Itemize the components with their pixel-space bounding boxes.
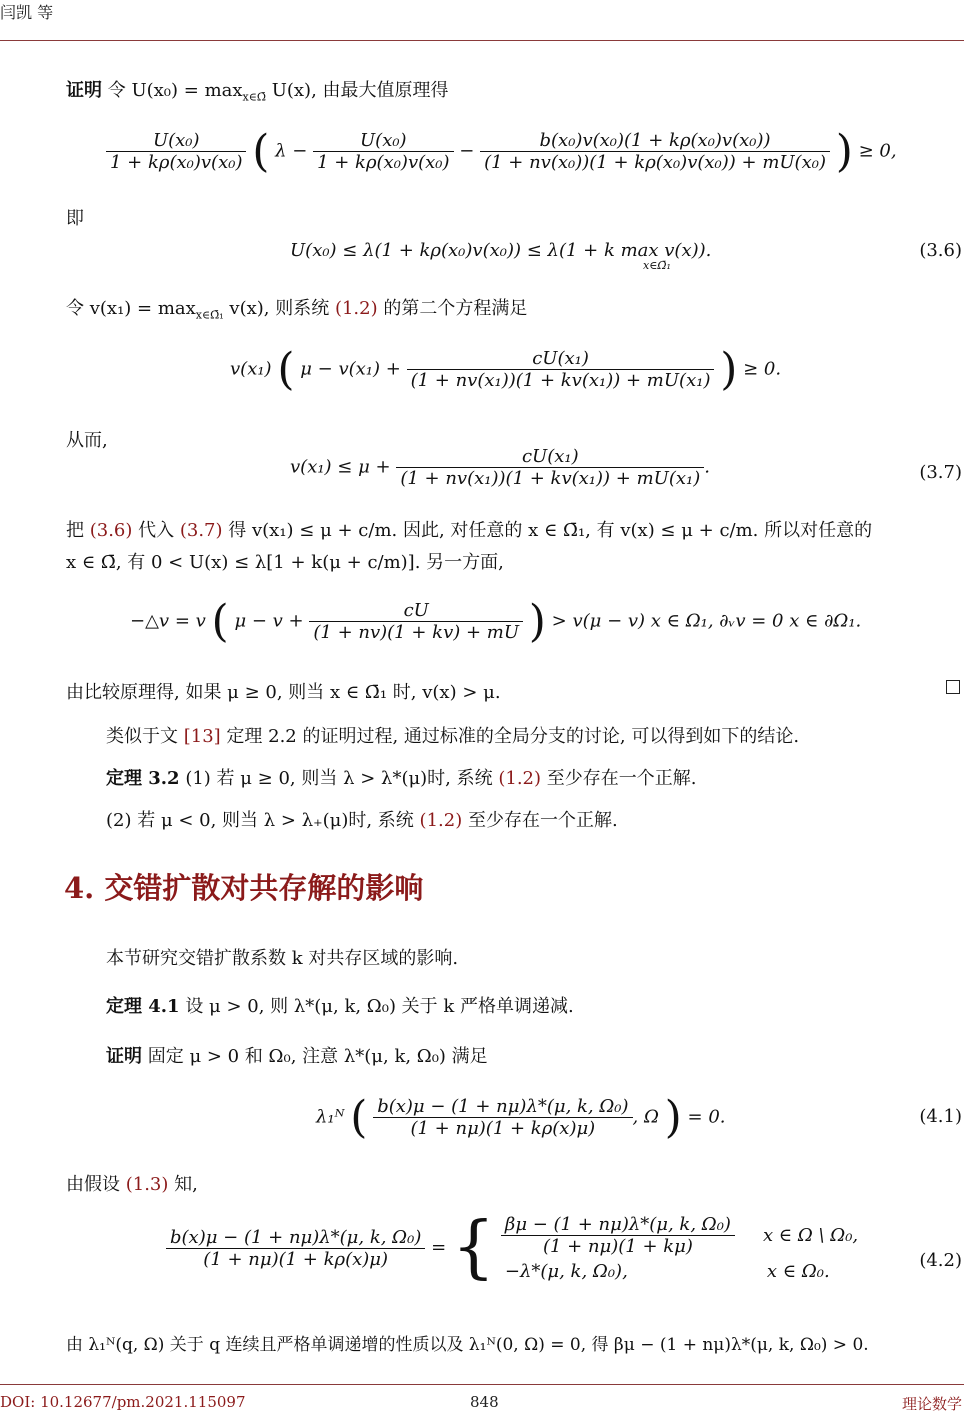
eq42-case1-num: βμ − (1 + nμ)λ*(μ, k, Ω₀) (501, 1214, 735, 1236)
eq42-num: b(x)μ − (1 + nμ)λ*(μ, k, Ω₀) (166, 1227, 425, 1249)
ji-text: 即 (66, 208, 84, 229)
eq1-mid-num: U(x₀) (313, 130, 453, 152)
eq2-inner: μ − v(x₁) + (300, 358, 401, 380)
eq1-left-frac (106, 130, 246, 173)
eq42-case1-cond: x ∈ Ω \ Ω₀, (762, 1225, 859, 1246)
proof-intro-text: 令 U(x₀) = max (107, 80, 243, 101)
thm41-text: 设 μ > 0, 则 λ*(μ, k, Ω₀) 关于 k 严格单调递减. (179, 996, 574, 1017)
eq1-right-num: b(x₀)v(x₀)(1 + kρ(x₀)v(x₀)) (480, 130, 830, 152)
eq1-mid-den: 1 + kρ(x₀)v(x₀) (317, 152, 450, 173)
paragraph-5 (106, 722, 799, 748)
eq37-tail: . (704, 456, 710, 478)
eq37-number: (3.7) (919, 462, 962, 483)
eq36-text: U(x₀) ≤ λ(1 + kρ(x₀)v(x₀)) ≤ λ(1 + k max v(x)). (290, 240, 712, 261)
eq42-den: (1 + nμ)(1 + kρ(x)μ) (203, 1248, 389, 1270)
p3-b: 代入 (132, 520, 180, 541)
p3-ref1[interactable]: (3.6) (89, 520, 133, 541)
thm41-label: 定理 4.1 (106, 996, 180, 1017)
proof-intro (66, 76, 449, 104)
thm32b-ref[interactable]: (1.2) (419, 810, 463, 831)
equation-3: −△v = v ( μ − v + $\frac{cU}{(1 + nv)(1 + kv) + mU}$ ) > v(μ − v) x ∈ Ω₁, ∂ᵥv = 0 x ∈ ∂Ω₁. (130, 596, 862, 647)
p2-tail2: 的第二个方程满足 (377, 298, 528, 319)
eq1-right-den: (1 + nv(x₀))(1 + kρ(x₀)v(x₀)) + mU(x₀) (484, 152, 826, 173)
qed-box (946, 680, 960, 694)
eq41-lead: λ₁ᴺ (316, 1106, 345, 1128)
paragraph-4: 由比较原理得, 如果 μ ≥ 0, 则当 x ∈ Ω̄₁ 时, v(x) > μ. (66, 682, 501, 703)
eq42-cases (501, 1210, 858, 1286)
eq41-number: (4.1) (919, 1106, 962, 1127)
p7-a: 由假设 (66, 1174, 126, 1195)
eq37-lead: v(x₁) ≤ μ + (290, 456, 391, 478)
eq36-sub: x∈Ω̄₁ (643, 259, 671, 272)
proof-label: 证明 (66, 80, 102, 101)
equation-3-7 (290, 446, 710, 489)
eq42-frac (166, 1227, 425, 1270)
theorem-3-2 (106, 764, 696, 790)
eq37-den: (1 + nv(x₁))(1 + kv(x₁)) + mU(x₁) (400, 468, 701, 489)
p5-a: 类似于文 (106, 726, 184, 747)
p5-ref[interactable]: [13] (183, 726, 221, 747)
eq42-number: (4.2) (919, 1250, 962, 1271)
paragraph-2 (66, 294, 527, 322)
footer-page-number: 848 (470, 1393, 499, 1411)
eq42-case2: −λ*(μ, k, Ω₀), (504, 1261, 628, 1282)
eq3-frac (309, 600, 523, 643)
eq42-case-2 (501, 1261, 858, 1282)
eq3-inner: μ − v + (234, 610, 304, 632)
eq1-tail: ≥ 0, (858, 140, 897, 162)
eq2-num: cU(x₁) (407, 348, 715, 370)
eq1-minus: − (459, 140, 475, 162)
thm32b-b: 至少存在一个正解. (462, 810, 618, 831)
eq1-lambda: λ − (275, 140, 308, 162)
eq2-den: (1 + nv(x₁))(1 + kv(x₁)) + mU(x₁) (410, 370, 711, 391)
equation-3-6 (290, 240, 711, 272)
thm32-b: 至少存在一个正解. (541, 768, 697, 789)
equation-4-1: λ₁ᴺ ( $\frac{\text{b(x)μ − (1 + nμ)λ*(μ, k, Ω₀)}}{(1 + n\mu)(1 + k\rho(x)\mu)}$ , Ω ) = 0. (316, 1092, 726, 1143)
thm32-a: (1) 若 μ ≥ 0, 则当 λ > λ*(μ)时, 系统 (179, 768, 499, 789)
thm32b-a: (2) 若 μ < 0, 则当 λ > λ₊(μ)时, 系统 (106, 810, 420, 831)
eq37-num: cU(x₁) (396, 446, 704, 468)
eq42-case1-den: (1 + nμ)(1 + kμ) (542, 1236, 693, 1257)
eq41-frac (373, 1096, 632, 1139)
proof2-label: 证明 (106, 1046, 142, 1067)
eq37-frac (396, 446, 704, 489)
paragraph-7 (66, 1170, 198, 1196)
proof2-text: 固定 μ > 0 和 Ω₀, 注意 λ*(μ, k, Ω₀) 满足 (142, 1046, 488, 1067)
eq1-left-num: U(x₀) (106, 130, 246, 152)
p2-tail: v(x), 则系统 (223, 298, 335, 319)
paragraph-8: 由 λ₁ᴺ(q, Ω) 关于 q 连续且严格单调递增的性质以及 λ₁ᴺ(0, Ω) = 0, 得 βμ − (1 + nμ)λ*(μ, k, Ω₀) > 0. (66, 1335, 869, 1355)
eq42-case2-cond: x ∈ Ω₀. (766, 1261, 830, 1282)
equation-1: $\frac{\text{U(x₀)}}{\text{1 + kρ(x₀)v(x₀)}}$ ( λ − $\frac{\text{U(x₀)}}{\text{1 + kρ(x₀)v(x₀)}}$ − $\frac{\text{b(x₀)v(x₀)(1 + kρ(x₀)v(x₀))}}{\text{(1 + nv(x₀))(1 + kρ(x₀)v(x₀)) + mU(x₀)}}$ ) ≥ 0, (106, 126, 897, 177)
equation-4-2: $\frac{\text{b(x)μ − (1 + nμ)λ*(μ, k, Ω₀)}}{(1 + n\mu)(1 + k\rho(x)\mu)}$ = { $\frac{\text{βμ − (1 + nμ)λ*(μ, k, Ω₀)}}{(1 + n\mu)(1 + k\mu)}$ x ∈ Ω \ Ω₀, −λ*(μ, k, Ω₀), x ∈ Ω₀. (166, 1210, 858, 1286)
theorem-3-2-part2 (106, 806, 618, 832)
eq3-num: cU (309, 600, 523, 622)
eq41-num: b(x)μ − (1 + nμ)λ*(μ, k, Ω₀) (373, 1096, 632, 1118)
eq2-tail: ≥ 0. (743, 358, 782, 380)
eq41-tail: , Ω (632, 1106, 659, 1128)
eq1-left-den: 1 + kρ(x₀)v(x₀) (110, 152, 243, 173)
theorem-4-1 (106, 992, 574, 1018)
proof-intro-tail: U(x), 由最大值原理得 (265, 80, 449, 101)
paragraph-6: 本节研究交错扩散系数 k 对共存区域的影响. (106, 948, 459, 969)
p7-ref[interactable]: (1.3) (125, 1174, 169, 1195)
p7-b: 知, (168, 1174, 198, 1195)
thm32-label: 定理 3.2 (106, 768, 180, 789)
paragraph-3-line2: x ∈ Ω̄, 有 0 < U(x) ≤ λ[1 + k(μ + c/m)]. 另一方面, (66, 552, 504, 573)
eq3-lead: −△v = v (130, 610, 206, 632)
p3-a: 把 (66, 520, 90, 541)
thm32-ref[interactable]: (1.2) (498, 768, 542, 789)
p3-ref2[interactable]: (3.7) (179, 520, 223, 541)
eq41-den: (1 + nμ)(1 + kρ(x)μ) (410, 1118, 596, 1139)
congEr-text: 从而, (66, 430, 108, 451)
paragraph-3-line1 (66, 516, 872, 542)
header-rule (0, 40, 964, 41)
footer-journal[interactable]: 理论数学 (901, 1395, 962, 1413)
p3-c: 得 v(x₁) ≤ μ + c/m. 因此, 对任意的 x ∈ Ω̄₁, 有 v(x) ≤ μ + c/m. 所以对任意的 (222, 520, 873, 541)
eq2-lead: v(x₁) (230, 358, 272, 380)
eq42-eq: = (431, 1237, 447, 1258)
header-author: 闫凯 等 (0, 3, 54, 22)
eq1-mid-frac (313, 130, 453, 173)
eq1-right-frac (480, 130, 830, 173)
p2-ref[interactable]: (1.2) (334, 298, 378, 319)
footer-doi[interactable]: DOI: 10.12677/pm.2021.115097 (0, 1393, 246, 1411)
p2-sub: x∈Ω̄₁ (195, 308, 224, 322)
p2-text: 令 v(x₁) = max (66, 298, 196, 319)
proof-2 (106, 1042, 488, 1068)
eq2-frac (407, 348, 715, 391)
eq36-number: (3.6) (919, 240, 962, 261)
section-4-title: 4. 交错扩散对共存解的影响 (64, 871, 424, 905)
proof-intro-sub: x∈Ω̄ (242, 90, 266, 104)
eq42-case1-frac (501, 1214, 735, 1257)
eq3-tail: > v(μ − v) x ∈ Ω₁, ∂ᵥv = 0 x ∈ ∂Ω₁. (551, 610, 862, 632)
p5-b: 定理 2.2 的证明过程, 通过标准的全局分支的讨论, 可以得到如下的结论. (220, 726, 800, 747)
eq41-end: = 0. (687, 1106, 726, 1128)
footer-rule (0, 1384, 964, 1385)
eq3-den: (1 + nv)(1 + kv) + mU (313, 622, 520, 643)
eq42-case-1 (501, 1214, 858, 1257)
equation-2: v(x₁) ( μ − v(x₁) + $\frac{\text{cU(x₁)}}{\text{(1 + nv(x₁))(1 + kv(x₁)) + mU(x₁)}}$ ) ≥ 0. (230, 344, 782, 395)
